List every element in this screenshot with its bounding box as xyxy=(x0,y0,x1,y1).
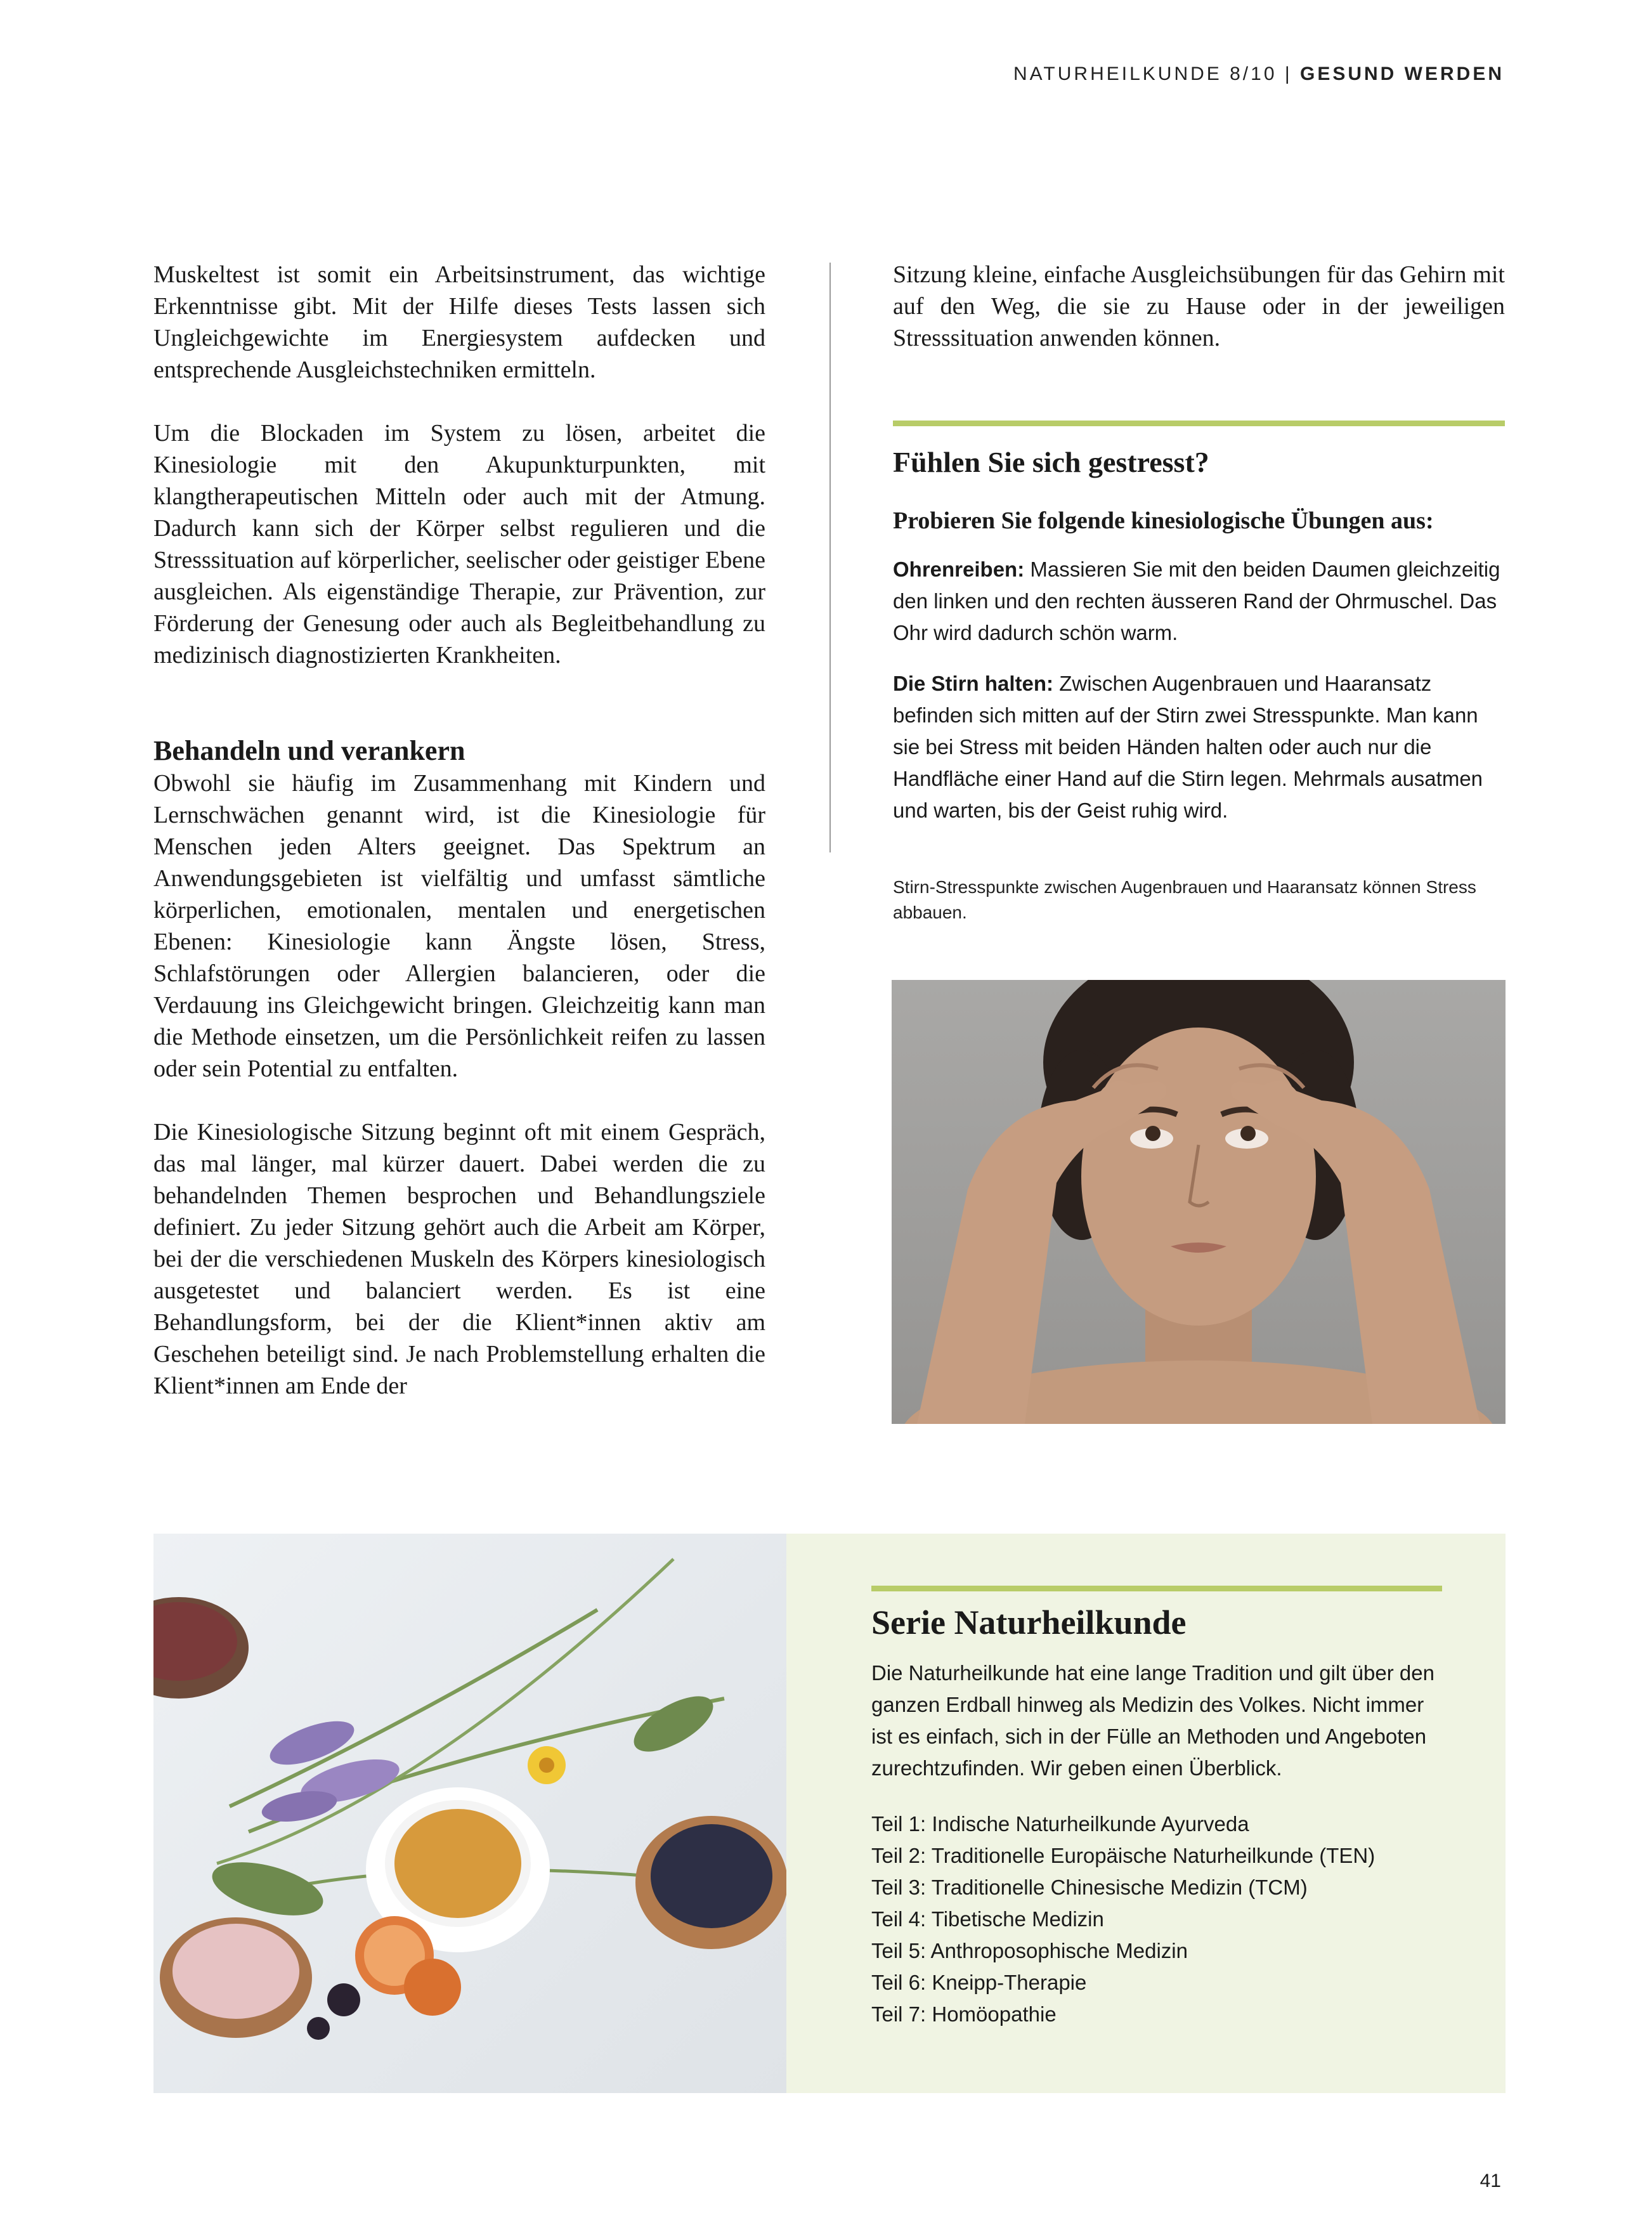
body-paragraph-1: Muskeltest ist somit ein Arbeitsinstrument, das wichtige Erkenntnisse gibt. Mit der Hilfe dieses Tests lassen sich Ungleichgewichte im Energiesystem aufdecken und entsprechende Ausgleichstechniken ermitteln. xyxy=(153,261,765,383)
series-part-item: Teil 4: Tibetische Medizin xyxy=(871,1907,1104,1931)
exercise-label: Die Stirn halten: xyxy=(893,672,1054,695)
running-head xyxy=(1013,63,1504,85)
series-content xyxy=(871,1586,1442,2030)
series-part-item: Teil 7: Homöopathie xyxy=(871,2002,1057,2026)
photo-caption: Stirn-Stresspunkte zwischen Augenbrauen und Haaransatz können Stress abbauen. xyxy=(893,877,1476,922)
tip-box-title: Fühlen Sie sich gestresst? xyxy=(893,446,1209,478)
column-divider xyxy=(829,263,831,852)
bottom-section xyxy=(153,1534,1506,2093)
section-heading: Behandeln und verankern xyxy=(153,735,465,766)
exercise-label: Ohrenreiben: xyxy=(893,558,1025,581)
body-paragraph-2: Um die Blockaden im System zu lösen, arbeitet die Kinesiologie mit den Akupunkturpunkten, mit klangtherapeutischen Mitteln oder auch mit der Atmung. Dadurch kann sich der Körper selbst regulieren und die Stresssituation auf körperlicher, seelischer oder geistiger Ebene ausgleichen. Als eigenständige Therapie, zur Prävention, zur Förderung der Genesung oder auch als Begleitbehandlung zu medizinisch diagnostizierten Krankheiten. xyxy=(153,420,765,669)
body-paragraph-4: Die Kinesiologische Sitzung beginnt oft mit einem Gespräch, das mal länger, mal kürzer dauert. Dabei werden die zu behandelnden Themen besprochen und Behandlungsziele definiert. Zu jeder Sitzung gehört auch die Arbeit am Körper, bei der die verschiedenen Muskeln des Körpers kinesiologisch ausgetestet und balanciert werden. Es ist eine Behandlungsform, bei der die Klient*innen aktiv am Geschehen beteiligt sind. Je nach Problemstellung erhalten die Klient*innen am Ende der xyxy=(153,1119,765,1399)
exercise-text: Massieren Sie mit den beiden Daumen gleichzeitig den linken und den rechten äusseren Rand der Ohrmuschel. Das Ohr wird dadurch schön warm. xyxy=(893,558,1500,644)
exercise-stirn-halten xyxy=(893,668,1505,826)
series-part-item: Teil 2: Traditionelle Europäische Naturheilkunde (TEN) xyxy=(871,1844,1376,1867)
series-part-item: Teil 1: Indische Naturheilkunde Ayurveda xyxy=(871,1812,1249,1836)
body-paragraph-3: Obwohl sie häufig im Zusammenhang mit Kindern und Lernschwächen genannt wird, ist die Kinesiologie für Menschen jeden Alters geeignet. Das Spektrum an Anwendungsgebieten ist vielfältig und umfasst sämtliche körperlichen, emotionalen, mentalen und energetischen Ebenen: Kinesiologie kann Ängste lösen, Stress, Schlafstörungen oder Allergien balancieren, oder die Verdauung ins Gleichgewicht bringen. Gleichzeitig kann man die Methode einsetzen, um die Persönlichkeit reifen zu lassen oder sein Potential zu entfalten. xyxy=(153,770,765,1082)
page-number: 41 xyxy=(1480,2170,1501,2191)
series-title: Serie Naturheilkunde xyxy=(871,1603,1187,1641)
herbal-tea-photo xyxy=(153,1534,786,2093)
right-column xyxy=(893,259,1505,925)
green-rule xyxy=(893,421,1505,426)
exercise-text: Zwischen Augenbrauen und Haaransatz befinden sich mitten auf der Stirn zwei Stresspunkte. Man kann sie bei Stress mit beiden Händen halten oder auch nur die Handfläche einer Hand auf die Stirn legen. Mehrmals ausatmen und warten, bis der Geist ruhig wird. xyxy=(893,672,1483,822)
series-part-item: Teil 5: Anthroposophische Medizin xyxy=(871,1939,1188,1962)
left-column xyxy=(153,259,765,1433)
exercise-ohrenreiben xyxy=(893,554,1505,649)
running-head-section: GESUND WERDEN xyxy=(1299,63,1504,84)
series-green-rule xyxy=(871,1586,1442,1591)
herbs-illustration xyxy=(153,1534,786,2093)
woman-illustration xyxy=(892,980,1506,1424)
series-part-item: Teil 3: Traditionelle Chinesische Medizin (TCM) xyxy=(871,1876,1308,1899)
running-head-title: NATURHEILKUNDE 8/10 xyxy=(1013,63,1277,84)
series-info-box xyxy=(786,1534,1506,2093)
tip-box-subtitle: Probieren Sie folgende kinesiologische Übungen aus: xyxy=(893,507,1434,534)
running-head-separator: | xyxy=(1277,63,1300,84)
woman-stress-points-photo xyxy=(892,980,1506,1424)
continuation-paragraph: Sitzung kleine, einfache Ausgleichsübungen für das Gehirn mit auf den Weg, die sie zu Hause oder in der jeweiligen Stresssituation anwenden können. xyxy=(893,261,1505,351)
series-parts-list xyxy=(871,1808,1442,2030)
series-part-item: Teil 6: Kneipp-Therapie xyxy=(871,1971,1087,1994)
series-intro: Die Naturheilkunde hat eine lange Tradition und gilt über den ganzen Erdball hinweg als Medizin des Volkes. Nicht immer ist es einfach, sich in der Fülle an Methoden und Angeboten zurechtzufinden. Wir geben einen Überblick. xyxy=(871,1661,1434,1780)
